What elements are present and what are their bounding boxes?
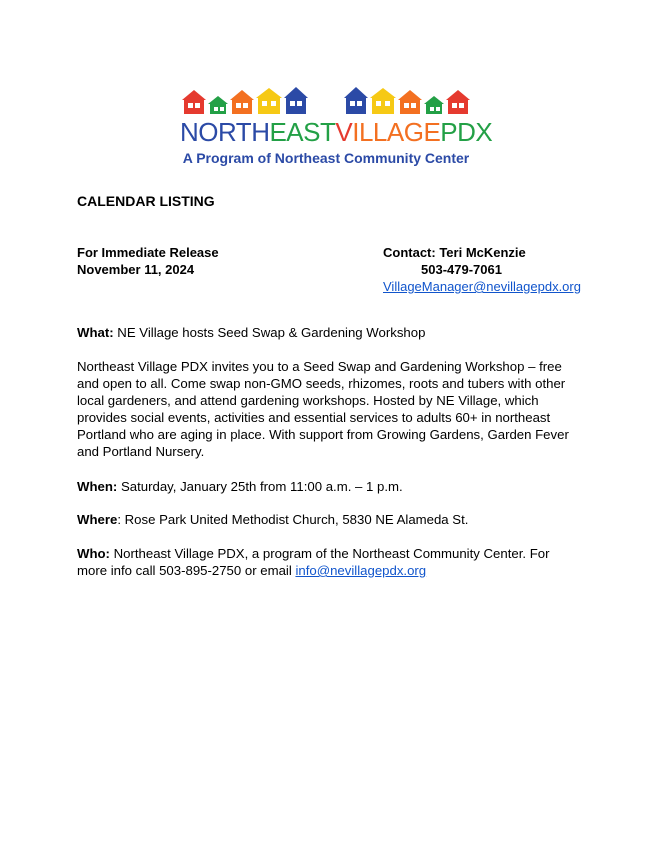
page-title: CALENDAR LISTING: [77, 193, 215, 209]
logo-word-east: EAST: [269, 117, 336, 147]
release-block: [77, 244, 219, 278]
when-label: When:: [77, 479, 118, 494]
contact-block: [383, 244, 581, 295]
where-text: : Rose Park United Methodist Church, 5830 NE Alameda St.: [117, 512, 469, 527]
release-label: For Immediate Release: [77, 245, 219, 260]
release-date: November 11, 2024: [77, 262, 195, 277]
what-text: NE Village hosts Seed Swap & Gardening Workshop: [113, 325, 426, 340]
where-line: [77, 511, 577, 528]
contact-name: Contact: Teri McKenzie: [383, 245, 526, 260]
logo-word-north: NORTH: [180, 117, 270, 147]
when-line: [77, 478, 577, 495]
house-row-icon: [180, 86, 472, 118]
when-text: Saturday, January 25th from 11:00 a.m. – 1 p.m.: [117, 479, 403, 494]
contact-phone: 503-479-7061: [421, 262, 502, 277]
organization-logo: [180, 86, 493, 170]
body-paragraph: Northeast Village PDX invites you to a Seed Swap and Gardening Workshop – free and open to all. Come swap non-GMO seeds, rhizomes, roots and tubers with other local gardeners, and attend gardening workshops. Hosted by NE Village, which provides social events, activities and essential services to adults 60+ in northeast Portland who are aging in place. With support from Growing Gardens, Garden Fever and Portland Nursery.: [77, 359, 569, 459]
who-text: Northeast Village PDX, a program of the Northeast Community Center. For more info call 503-895-2750 or email: [77, 546, 550, 578]
logo-tagline: A Program of Northeast Community Center: [182, 150, 470, 166]
what-label: What:: [77, 325, 114, 340]
who-line: [77, 545, 577, 579]
who-email-link[interactable]: info@nevillagepdx.org: [295, 563, 427, 578]
where-label: Where: [77, 512, 118, 527]
contact-email-link[interactable]: VillageManager@nevillagepdx.org: [383, 279, 581, 294]
logo-word-pdx: PDX: [440, 117, 493, 147]
logo-word-illage: ILLAGE: [352, 117, 441, 147]
logo-wordmark: [180, 117, 493, 147]
what-line: [77, 324, 577, 341]
logo-word-v: V: [335, 117, 353, 147]
who-label: Who:: [77, 546, 110, 561]
